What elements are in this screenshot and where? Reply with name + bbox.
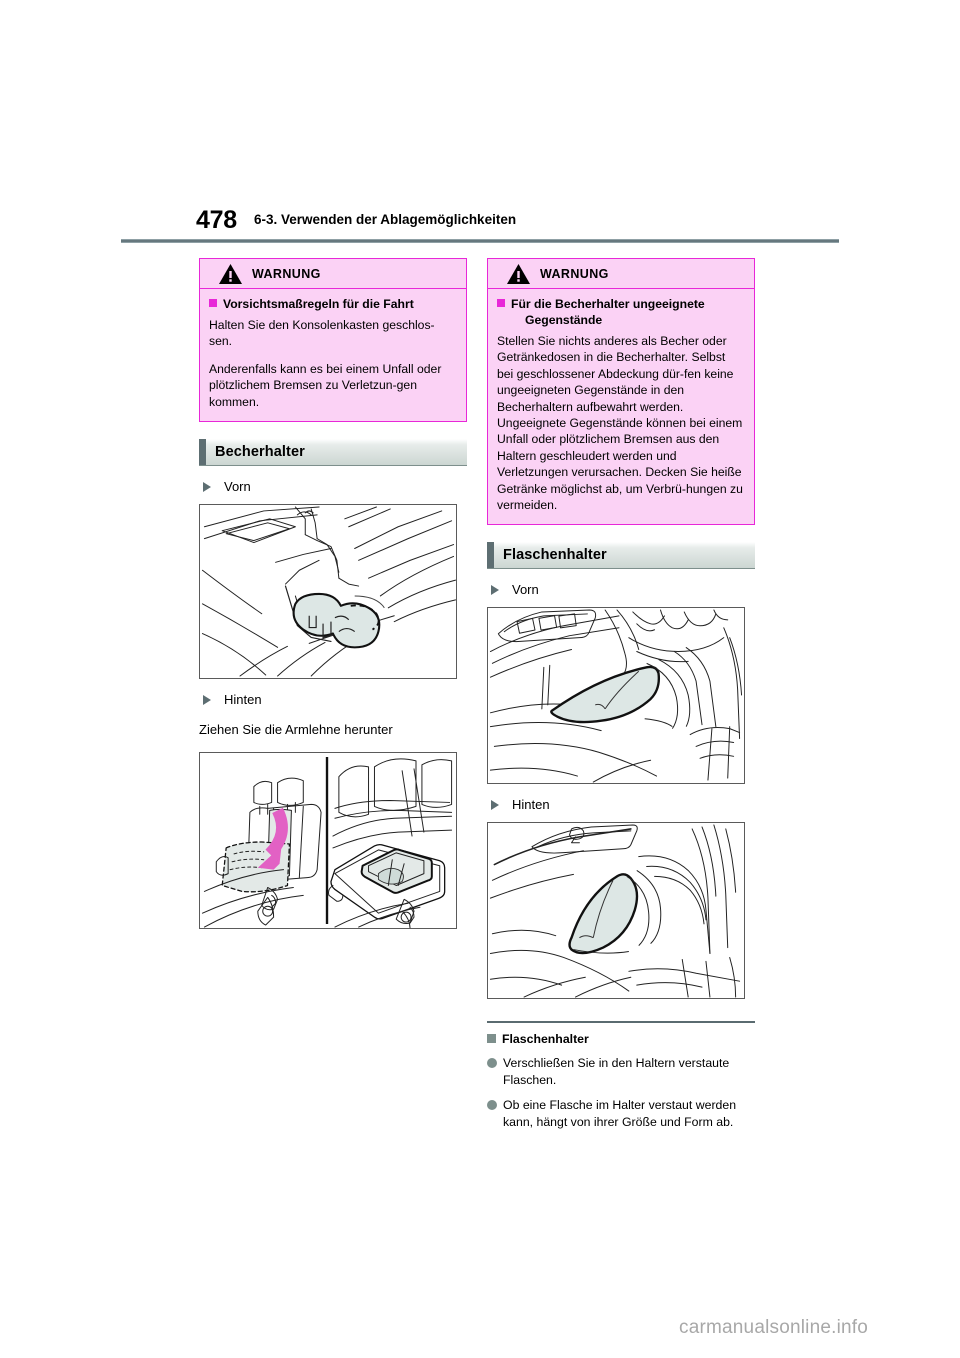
subsection-label: Hinten — [224, 692, 262, 708]
page-header — [0, 206, 960, 250]
triangle-bullet-icon — [203, 482, 211, 492]
warning-body — [488, 289, 754, 524]
warning-subtitle-line1: Für die Becherhalter ungeeignete — [511, 297, 705, 311]
warning-paragraph: Stellen Sie nichts anderes als Becher oder Getränkedosen in die Becherhalter. Selbst bei geschlossener Abdeckung dür-fen keine ungeeigneten Gegenstände in den Becherhaltern aufbewahrt werden. Ungeeignete Gegenstände können bei einem Unfall oder plötzlichem Bremsen aus den Haltern geschleudert werden und Verletzungen verursachen. Decken Sie heiße Getränke möglichst ab, um Verbrü-hungen zu vermeiden. — [497, 334, 743, 513]
warning-title: WARNUNG — [540, 266, 609, 281]
section-accent-bar — [199, 439, 206, 465]
triangle-bullet-icon — [491, 585, 499, 595]
figure-rear-door-bottle-holder — [487, 822, 745, 999]
warning-header — [488, 259, 754, 289]
figure-console-cup-holder — [199, 504, 457, 679]
warning-subtitle-line2: Gegenstände — [525, 313, 603, 327]
warning-box-unsuitable-items — [487, 258, 755, 525]
triangle-bullet-icon — [203, 695, 211, 705]
square-marker-icon — [497, 299, 505, 307]
triangle-bullet-icon — [491, 800, 499, 810]
page-title: 6-3. Verwenden der Ablagemöglichkeiten — [254, 212, 517, 227]
square-marker-icon — [487, 1034, 496, 1043]
bullet-dot-icon — [487, 1100, 497, 1110]
warning-paragraph: Halten Sie den Konsolenkasten geschlos-sen. — [209, 318, 435, 349]
page-number: 478 — [196, 206, 237, 234]
note-list-item — [487, 1097, 755, 1130]
section-header-flaschenhalter — [487, 542, 755, 569]
watermark: carmanualsonline.info — [679, 1317, 869, 1338]
subsection-hinten — [487, 797, 755, 812]
instruction-text: Ziehen Sie die Armlehne herunter — [199, 722, 393, 738]
warning-box-driving-precautions — [199, 258, 467, 422]
subsection-hinten — [199, 692, 467, 707]
warning-triangle-icon — [218, 263, 243, 285]
subsection-label: Vorn — [224, 479, 251, 495]
warning-header — [200, 259, 466, 289]
warning-body — [200, 289, 466, 421]
bullet-dot-icon — [487, 1058, 497, 1068]
notes-heading — [487, 1032, 755, 1046]
warning-title: WARNUNG — [252, 266, 321, 281]
left-column — [199, 258, 467, 929]
section-heading: Flaschenhalter — [503, 547, 607, 564]
right-column — [487, 258, 755, 1130]
figure-rear-armrest-cup-holder — [199, 752, 457, 929]
section-heading: Becherhalter — [215, 444, 305, 461]
warning-subtitle — [497, 296, 744, 328]
warning-paragraph: Anderenfalls kann es bei einem Unfall oder plötzlichem Bremsen zu Verletzun-gen kommen. — [209, 361, 442, 409]
subsection-label: Hinten — [512, 797, 550, 813]
section-accent-bar — [487, 542, 494, 568]
notes-divider — [487, 1021, 755, 1023]
note-text: Ob eine Flasche im Halter verstaut werden kann, hängt von ihrer Größe und Form ab. — [503, 1098, 737, 1129]
subsection-vorn — [487, 582, 755, 597]
subsection-label: Vorn — [512, 582, 539, 598]
warning-triangle-icon — [506, 263, 531, 285]
warning-subtitle-text: Vorsichtsmaßregeln für die Fahrt — [223, 297, 414, 311]
note-list-item — [487, 1055, 755, 1088]
section-header-becherhalter — [199, 439, 467, 466]
square-marker-icon — [209, 299, 217, 307]
note-text: Verschließen Sie in den Haltern verstaute Flaschen. — [503, 1056, 730, 1087]
subsection-vorn — [199, 479, 467, 494]
figure-front-door-bottle-holder — [487, 607, 745, 784]
warning-subtitle — [209, 296, 456, 312]
notes-heading-text: Flaschenhalter — [502, 1032, 589, 1047]
header-divider — [121, 239, 839, 243]
